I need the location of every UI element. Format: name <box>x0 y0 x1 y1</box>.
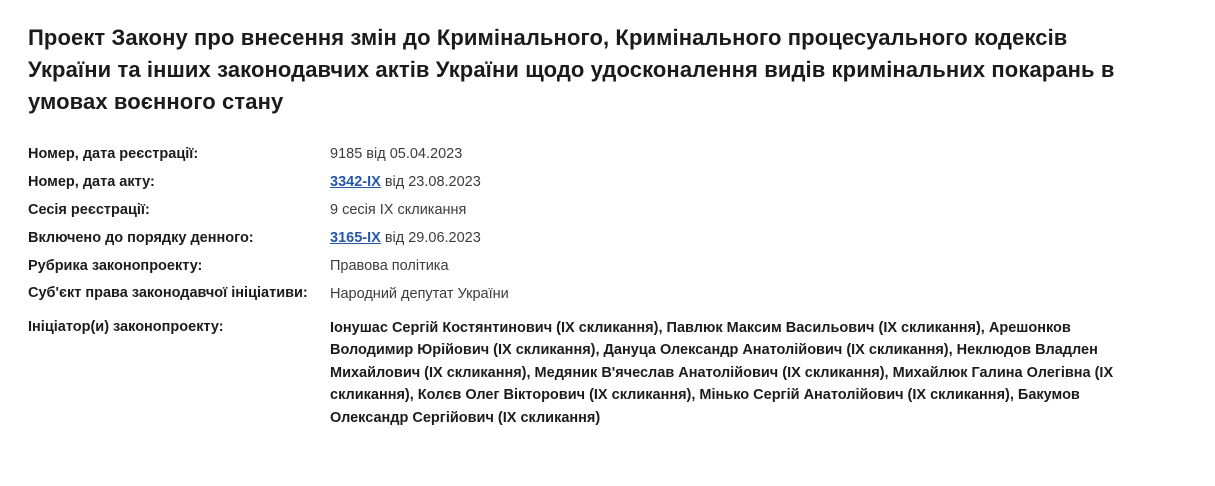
field-row-agenda <box>28 228 1185 249</box>
agenda-label: Включено до порядку денного: <box>28 229 254 246</box>
field-row-subject <box>28 284 1185 305</box>
initiators-value: Іонушас Сергій Костянтинович (IX скликання), Павлюк Максим Васильович (IX скликання), Арешонков Володимир Юрійович (IX скликання), Дануца Олександр Анатолійович (IX скликання), Неклюдов Владлен Михайлович (IX скликання), Медяник В'ячеслав Анатолійович (IX скликання), Михайлюк Галина Олегівна (IX скликання), Колєв Олег Вікторович (IX скликання), Мінько Сергій Анатолійович (IX скликання), Бакумов Олександр Сергійович (IX скликання) <box>330 319 1114 426</box>
subject-label: Суб'єкт права законодавчої ініціативи: <box>28 284 308 301</box>
session-value: 9 сесія IX скликання <box>330 201 467 218</box>
act-link[interactable]: 3342-IX <box>330 173 381 190</box>
registration-value: 9185 від 05.04.2023 <box>330 145 463 162</box>
field-row-registration <box>28 144 1185 165</box>
agenda-link[interactable]: 3165-IX <box>330 229 381 246</box>
subject-value: Народний депутат України <box>330 285 509 302</box>
rubric-label: Рубрика законопроекту: <box>28 257 203 274</box>
registration-label: Номер, дата реєстрації: <box>28 145 199 162</box>
initiators-label: Ініціатор(и) законопроекту: <box>28 318 224 335</box>
field-row-session <box>28 200 1185 221</box>
agenda-date: від 29.06.2023 <box>384 229 481 246</box>
act-value <box>330 172 481 193</box>
rubric-value: Правова політика <box>330 257 449 274</box>
act-date: від 23.08.2023 <box>384 173 481 190</box>
session-label: Сесія реєстрації: <box>28 201 150 218</box>
act-label: Номер, дата акту: <box>28 173 155 190</box>
page-title: Проект Закону про внесення змін до Кримінального, Кримінального процесуального кодексів України та інших законодавчих актів України щодо удосконалення видів кримінальних покарань в умовах воєнного стану <box>28 25 1115 114</box>
agenda-value <box>330 228 481 249</box>
field-row-rubric <box>28 256 1185 277</box>
field-row-initiators <box>28 317 1185 429</box>
document-fields <box>28 144 1185 429</box>
field-row-act <box>28 172 1185 193</box>
